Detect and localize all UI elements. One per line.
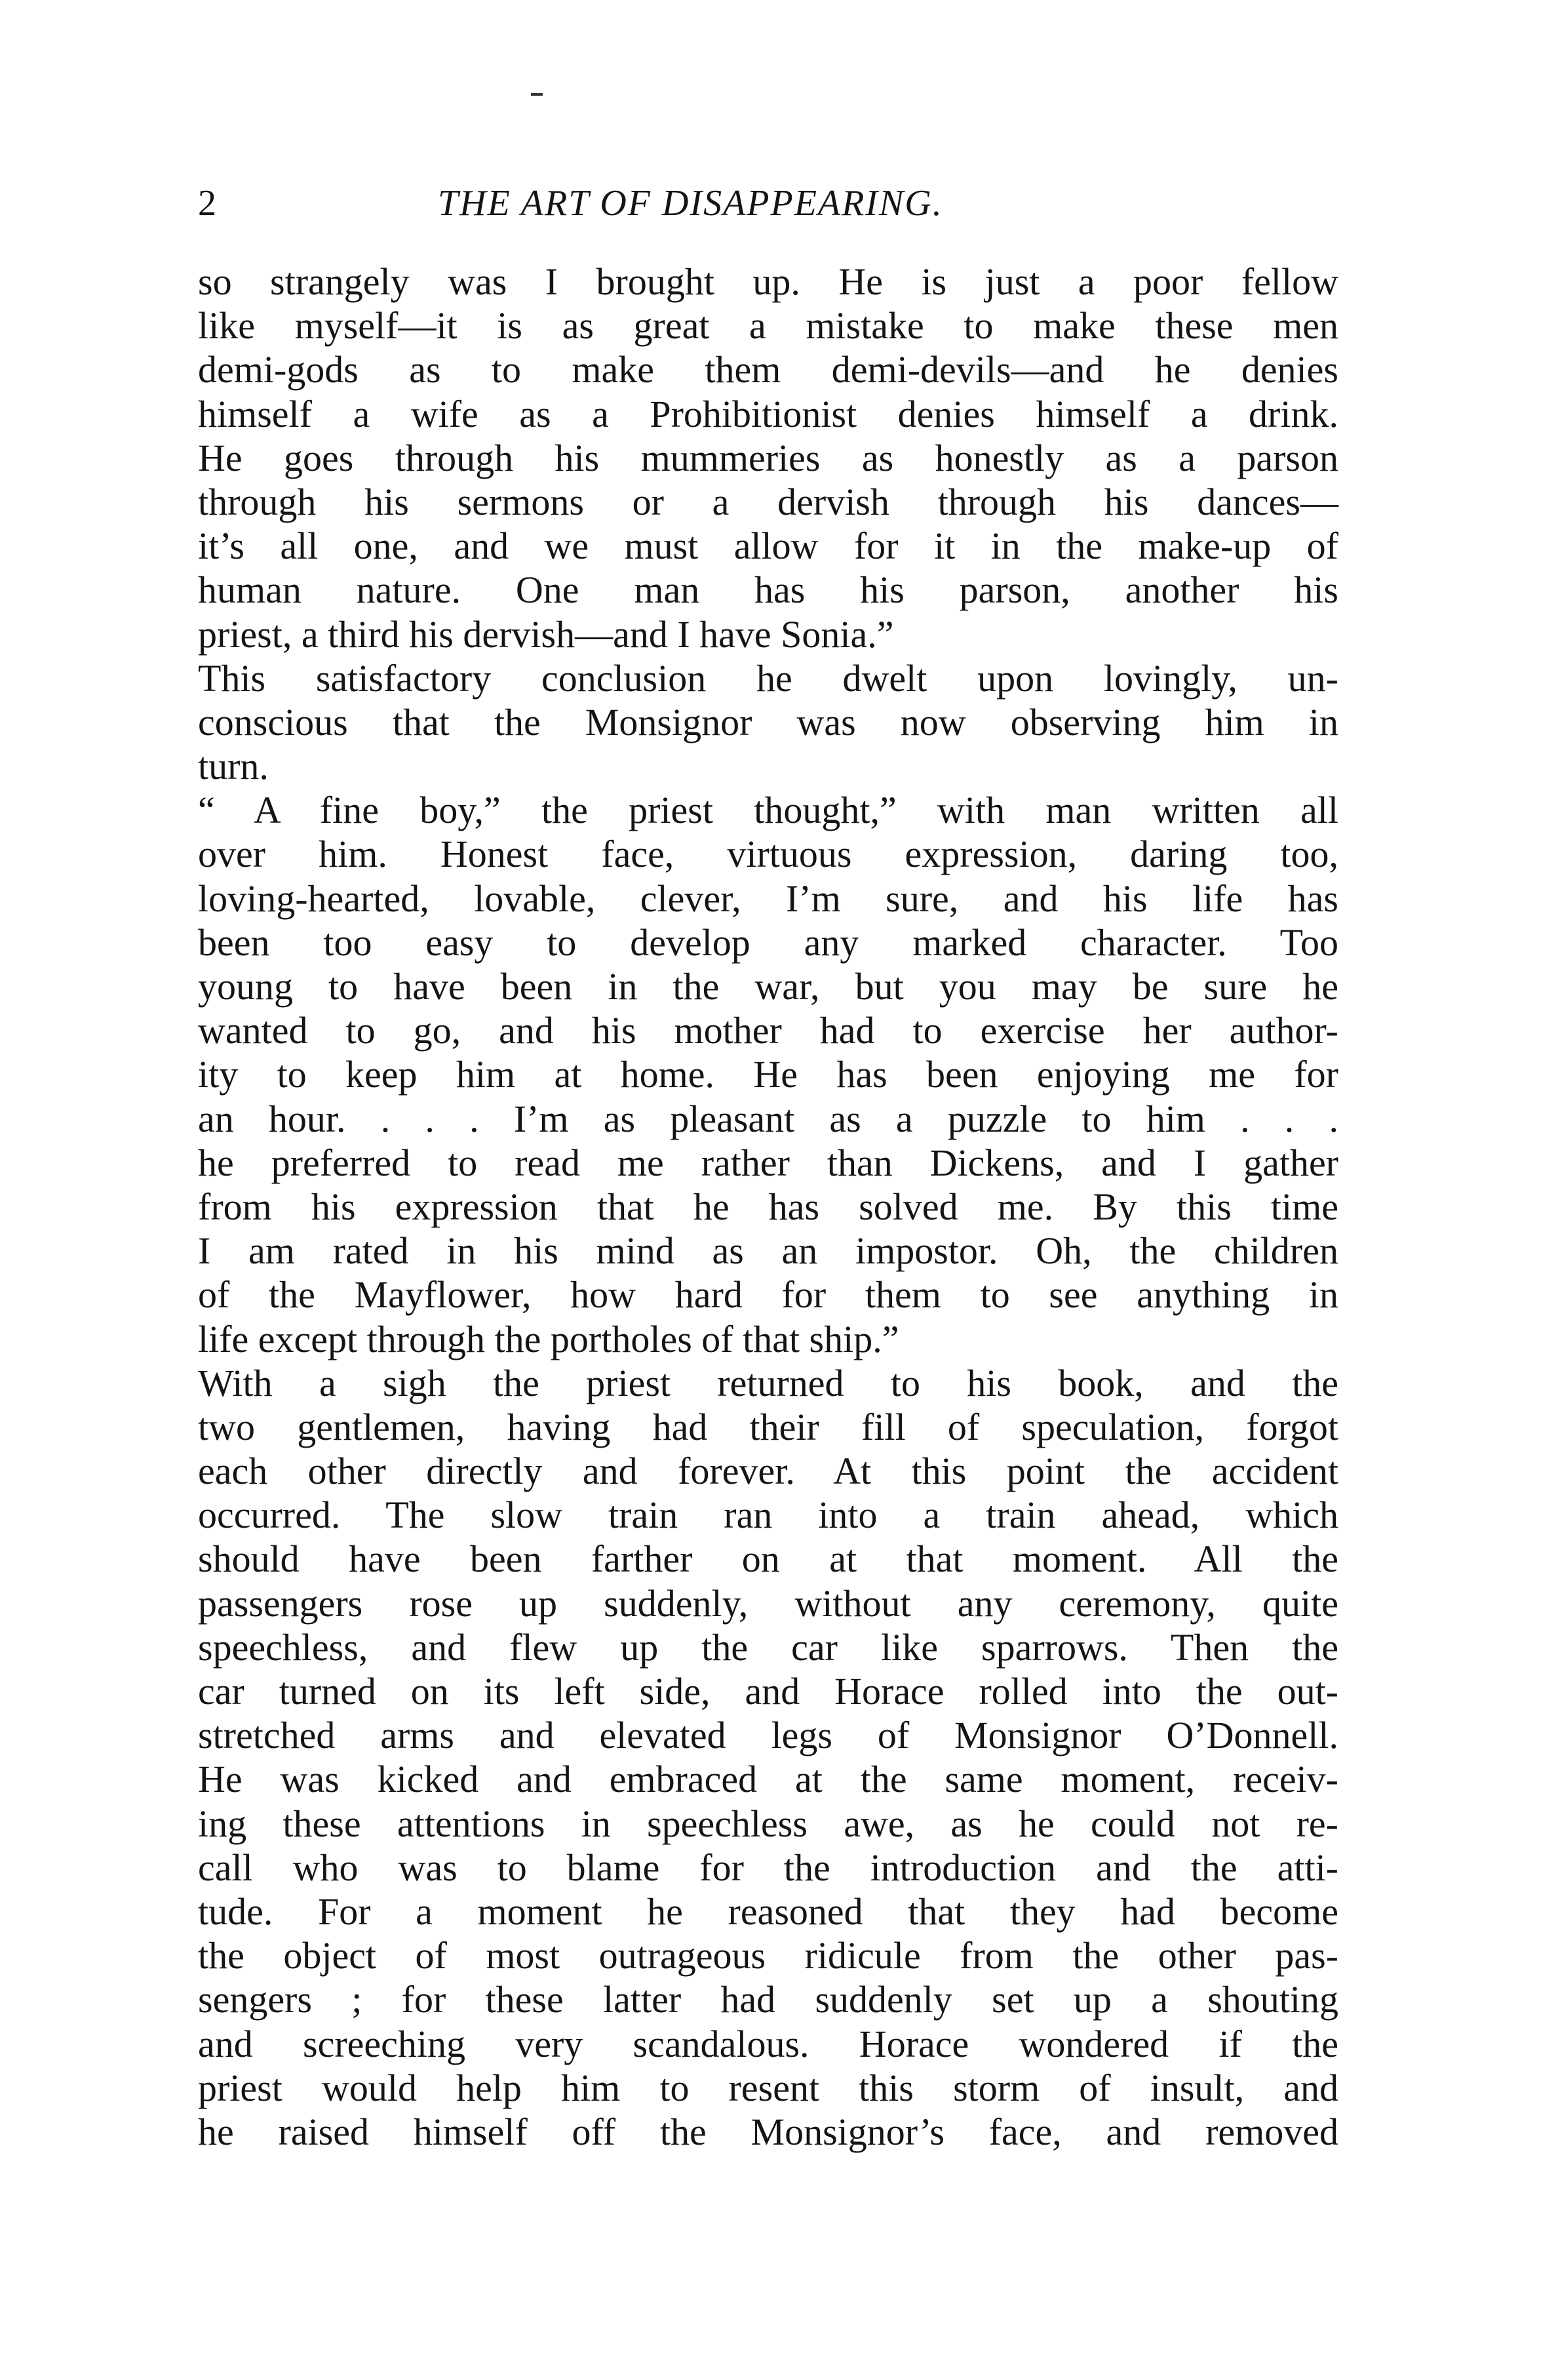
text-line: call who was to blame for the introduction and the atti- [198, 1846, 1338, 1889]
text-line: young to have been in the war, but you may be sure he [198, 965, 1338, 1008]
text-line: conscious that the Monsignor was now observing him in [198, 700, 1338, 744]
text-line: he preferred to read me rather than Dickens, and I gather [198, 1141, 1338, 1184]
running-title: THE ART OF DISAPPEARING. [438, 183, 943, 224]
text-line: of the Mayflower, how hard for them to see anything in [198, 1273, 1338, 1317]
text-line: an hour. . . . I’m as pleasant as a puzzle to him . . . [198, 1097, 1338, 1140]
print-mark [531, 93, 543, 96]
text-line: from his expression that he has solved me. By this time [198, 1185, 1338, 1228]
text-line: each other directly and forever. At this point the accident [198, 1450, 1338, 1493]
text-line: ity to keep him at home. He has been enjoying me for [198, 1053, 1338, 1096]
text-line: tude. For a moment he reasoned that they had become [198, 1890, 1338, 1933]
text-line: it’s all one, and we must allow for it in the make-up of [198, 525, 1338, 568]
text-line: priest, a third his dervish—and I have Sonia.” [198, 612, 894, 656]
text-line: passengers rose up suddenly, without any ceremony, quite [198, 1581, 1338, 1625]
text-line: stretched arms and elevated legs of Monsignor O’Donnell. [198, 1714, 1338, 1757]
text-line: demi-gods as to make them demi-devils—and he denies [198, 348, 1338, 391]
text-line: human nature. One man has his parson, another his [198, 568, 1338, 612]
text-line: so strangely was I brought up. He is just a poor fellow [198, 260, 1338, 303]
text-line: he raised himself off the Monsignor’s face, and removed [198, 2110, 1338, 2153]
text-line: speechless, and flew up the car like sparrows. Then the [198, 1625, 1338, 1669]
text-line: wanted to go, and his mother had to exercise her author- [198, 1009, 1338, 1052]
text-line: through his sermons or a dervish through his dances— [198, 480, 1338, 523]
page-number: 2 [198, 183, 216, 224]
running-head [198, 177, 1338, 229]
text-line: loving-hearted, lovable, clever, I’m sure, and his life has [198, 877, 1338, 920]
text-line: I am rated in his mind as an impostor. Oh, the children [198, 1229, 1338, 1273]
text-line: life except through the portholes of that ship.” [198, 1317, 899, 1360]
text-line: He goes through his mummeries as honestly as a parson [198, 436, 1338, 479]
text-line: two gentlemen, having had their fill of speculation, forgot [198, 1405, 1338, 1448]
text-line: himself a wife as a Prohibitionist denies himself a drink. [198, 392, 1338, 435]
text-line: sengers ; for these latter had suddenly set up a shouting [198, 1978, 1338, 2021]
text-line: the object of most outrageous ridicule from the other pas- [198, 1934, 1338, 1977]
body-text [198, 260, 1338, 2154]
text-line: ing these attentions in speechless awe, as he could not re- [198, 1802, 1338, 1845]
text-line: and screeching very scandalous. Horace wondered if the [198, 2022, 1338, 2065]
text-line: should have been farther on at that moment. All the [198, 1537, 1338, 1581]
text-line: car turned on its left side, and Horace rolled into the out- [198, 1670, 1338, 1713]
text-line: This satisfactory conclusion he dwelt upon lovingly, un- [198, 656, 1338, 700]
text-line: “ A fine boy,” the priest thought,” with man written all [198, 789, 1338, 832]
text-line: With a sigh the priest returned to his book, and the [198, 1361, 1338, 1404]
text-line: priest would help him to resent this storm of insult, and [198, 2066, 1338, 2109]
text-line: turn. [198, 745, 269, 788]
text-line: He was kicked and embraced at the same moment, receiv- [198, 1758, 1338, 1801]
text-line: been too easy to develop any marked character. Too [198, 921, 1338, 964]
text-line: like myself—it is as great a mistake to make these men [198, 304, 1338, 347]
text-line: occurred. The slow train ran into a train ahead, which [198, 1494, 1338, 1537]
text-line: over him. Honest face, virtuous expression, daring too, [198, 833, 1338, 876]
